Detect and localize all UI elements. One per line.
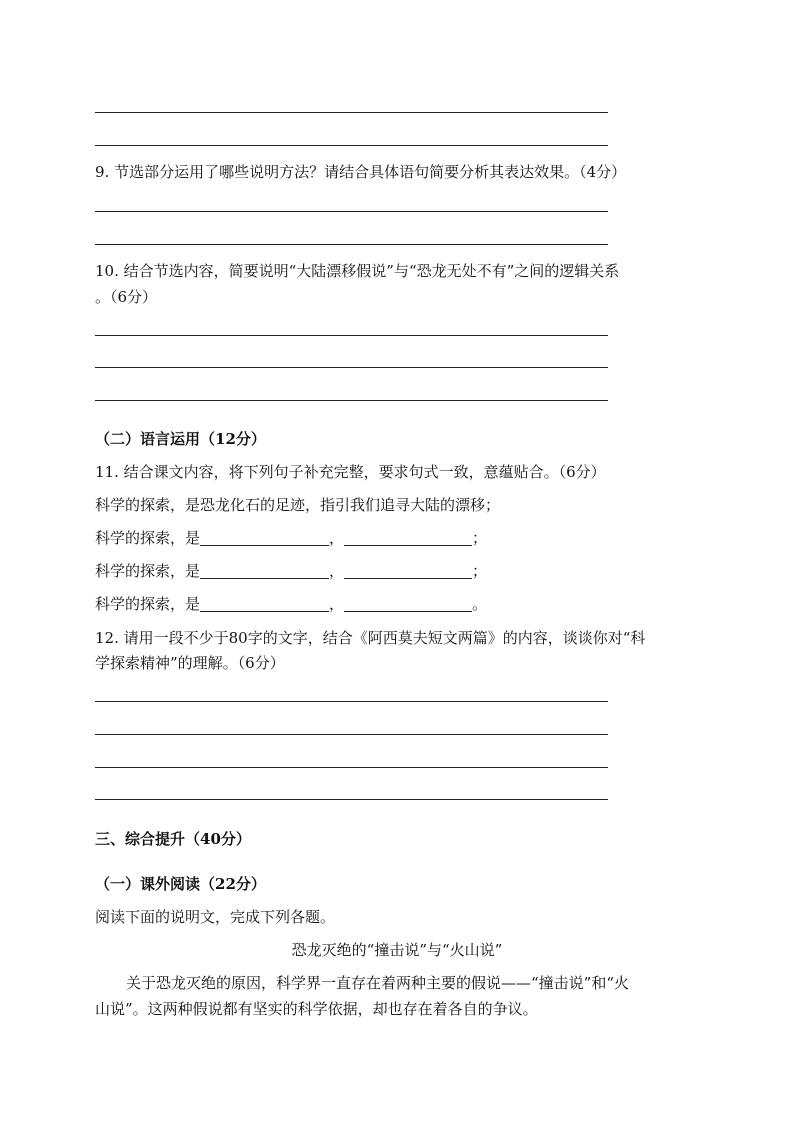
comma: ， [329,562,345,580]
sentence-stem: 科学的探索，是 [95,595,201,613]
answer-line [95,335,608,336]
fill-blank[interactable] [344,564,472,579]
answer-line [95,734,608,735]
section-heading-language-use: （二）语言运用（12分） [95,430,266,448]
fill-in-sentence-2 [95,560,487,582]
answer-line [95,112,608,113]
fill-in-sentence-3 [95,593,487,615]
answer-line [95,244,608,245]
fill-blank[interactable] [200,564,329,579]
question-10-line-2: 。（6分） [95,288,158,306]
fill-blank[interactable] [200,597,329,612]
period: 。 [472,595,488,613]
fill-blank[interactable] [344,531,472,546]
comma: ， [329,595,345,613]
question-12-line-1: 12. 请用一段不少于80字的文字，结合《阿西莫夫短文两篇》的内容，谈谈你对“科 [95,629,646,647]
answer-line [95,145,608,146]
fill-in-sentence-1 [95,527,487,549]
semicolon: ； [472,529,488,547]
question-11-prompt: 11. 结合课文内容，将下列句子补充完整，要求句式一致，意蕴贴合。（6分） [95,463,606,481]
question-12-line-2: 学探索精神”的理解。（6分） [95,654,285,672]
fill-blank[interactable] [200,531,329,546]
article-title: 恐龙灭绝的“撞击说”与“火山说” [291,941,503,959]
article-paragraph-line-1: 关于恐龙灭绝的原因，科学界一直存在着两种主要的假说——“撞击说”和“火 [126,974,630,992]
comma: ， [329,529,345,547]
sentence-stem: 科学的探索，是 [95,529,201,547]
question-9: 9. 节选部分运用了哪些说明方法？请结合具体语句简要分析其表达效果。（4分） [95,163,627,181]
answer-line [95,799,608,800]
sentence-stem: 科学的探索，是 [95,562,201,580]
question-10-line-1: 10. 结合节选内容，简要说明“大陆漂移假说”与“恐龙无处不有”之间的逻辑关系 [95,262,620,280]
question-11-example: 科学的探索，是恐龙化石的足迹，指引我们追寻大陆的漂移； [95,496,501,514]
part-3-heading: 三、综合提升（40分） [95,830,251,848]
answer-line [95,211,608,212]
answer-line [95,400,608,401]
answer-line [95,767,608,768]
reading-instruction: 阅读下面的说明文，完成下列各题。 [95,908,336,926]
semicolon: ； [472,562,488,580]
answer-line [95,701,608,702]
answer-line [95,367,608,368]
article-paragraph-line-2: 山说”。这两种假说都有坚实的科学依据，却也存在着各自的争议。 [95,1000,538,1018]
section-heading-extracurricular-reading: （一）课外阅读（22分） [95,875,266,893]
fill-blank[interactable] [344,597,472,612]
